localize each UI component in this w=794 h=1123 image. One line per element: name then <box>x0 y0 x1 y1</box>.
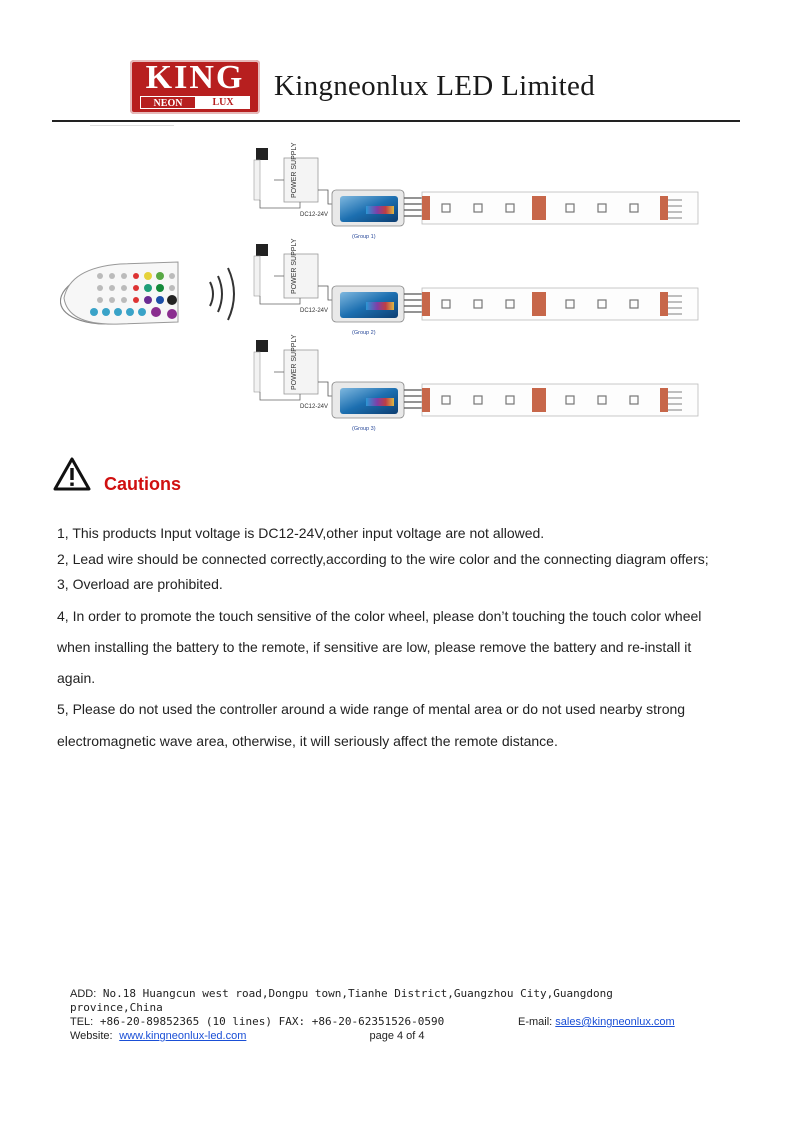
group-label: (Group 2) <box>352 330 376 336</box>
caution-line: when installing the battery to the remote, if sensitive are low, please remove the battery and re-install it <box>57 639 692 655</box>
address-line <box>70 987 710 1015</box>
caution-line: 3, Overload are prohibited. <box>57 576 223 592</box>
power-supply-label: POWER SUPPLY <box>291 238 298 294</box>
remote-control <box>60 259 234 331</box>
tel-label: TEL: <box>70 1016 94 1028</box>
power-supply-label: POWER SUPPLY <box>291 334 298 390</box>
caution-line: 5, Please do not used the controller around a wide range of mental area or do not used nearby strong <box>57 701 686 717</box>
logo-subtitle <box>140 96 250 109</box>
company-name: Kingneonlux LED Limited <box>274 70 596 102</box>
caution-line: electromagnetic wave area, otherwise, it will seriously affect the remote distance. <box>57 733 558 749</box>
cautions-title: Cautions <box>104 474 182 494</box>
dc-label: DC12-24V <box>300 212 329 218</box>
dc-label: DC12-24V <box>300 308 329 314</box>
logo-word: KING <box>145 59 245 96</box>
group-label: (Group 1) <box>352 234 376 240</box>
group-label: (Group 3) <box>352 426 376 432</box>
address-text: No.18 Huangcun west road,Dongpu town,Tianhe District,Guangzhou City,Guangdong province,China <box>70 987 613 1014</box>
header-faint-line <box>90 125 174 126</box>
caution-line: 1, This products Input voltage is DC12-24V,other input voltage are not allowed. <box>57 525 545 541</box>
website-label: Website: <box>70 1030 113 1042</box>
caution-line: 4, In order to promote the touch sensitive of the color wheel, please don’t touching the touch color wheel <box>57 608 702 624</box>
group-3 <box>254 334 698 432</box>
dc-label: DC12-24V <box>300 404 329 410</box>
logo-sub-left: NEON <box>140 96 196 109</box>
page-header <box>0 0 794 122</box>
warning-triangle-icon <box>52 456 92 492</box>
email-link[interactable]: sales@kingneonlux.com <box>555 1016 675 1028</box>
group-2 <box>254 238 698 336</box>
caution-line: again. <box>57 670 96 686</box>
email-label: E-mail: <box>518 1016 553 1028</box>
group-1 <box>254 142 698 240</box>
logo-sub-right: LUX <box>212 97 234 108</box>
email-line <box>518 1015 675 1029</box>
website-link[interactable]: www.kingneonlux-led.com <box>119 1030 247 1042</box>
wiring-diagram <box>60 140 700 460</box>
header-divider <box>52 120 740 122</box>
power-supply-label: POWER SUPPLY <box>291 142 298 198</box>
tel-text: +86-20-89852365 (10 lines) FAX: +86-20-62351526-0590 <box>99 1015 445 1028</box>
caution-line: 2, Lead wire should be connected correctly,according to the wire color and the connecting diagram offers; <box>57 551 709 567</box>
address-label: ADD: <box>70 988 97 1000</box>
page-number: page 4 of 4 <box>369 1030 425 1042</box>
company-logo <box>130 60 260 114</box>
